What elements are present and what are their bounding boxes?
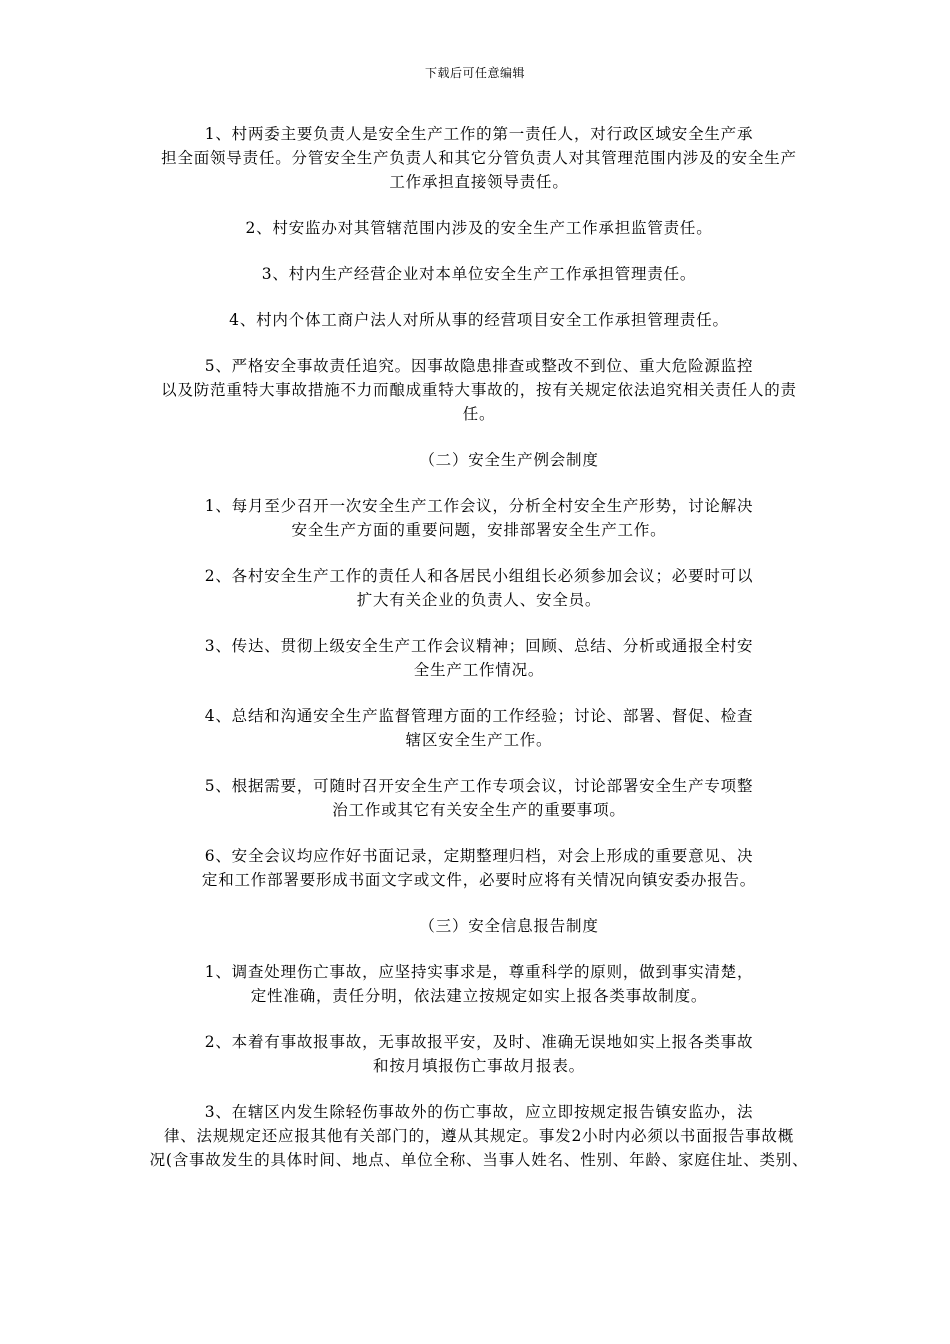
text-line: 2、村安监办对其管辖范围内涉及的安全生产工作承担监管责任。 <box>245 219 713 237</box>
paragraph <box>140 960 818 1008</box>
section-title: （二）安全生产例会制度 <box>419 451 599 469</box>
text-line: 况(含事故发生的具体时间、地点、单位全称、当事人姓名、性别、年龄、家庭住址、类别、 <box>149 1151 809 1169</box>
text-line: 2、本着有事故报事故，无事故报平安，及时、准确无误地如实上报各类事故 <box>204 1033 754 1051</box>
text-line: 4、总结和沟通安全生产监督管理方面的工作经验；讨论、部署、督促、检查 <box>204 707 754 725</box>
paragraph <box>140 634 818 682</box>
header-note: 下载后可任意编辑 <box>424 66 525 80</box>
paragraph <box>140 216 818 240</box>
section-title: （三）安全信息报告制度 <box>419 917 599 935</box>
text-line: 1、每月至少召开一次安全生产工作会议，分析全村安全生产形势，讨论解决 <box>204 497 754 515</box>
text-line: 4、村内个体工商户法人对所从事的经营项目安全工作承担管理责任。 <box>229 311 729 329</box>
paragraph <box>140 494 818 542</box>
text-line: 和按月填报伤亡事故月报表。 <box>373 1057 585 1075</box>
text-line: 6、安全会议均应作好书面记录，定期整理归档，对会上形成的重要意见、决 <box>204 847 754 865</box>
paragraph <box>140 564 818 612</box>
text-line: 安全生产方面的重要问题，安排部署安全生产工作。 <box>291 521 667 539</box>
text-line: 担全面领导责任。分管安全生产负责人和其它分管负责人对其管理范围内涉及的安全生产 <box>161 149 797 167</box>
paragraph <box>140 704 818 752</box>
text-line: 3、村内生产经营企业对本单位安全生产工作承担管理责任。 <box>261 265 697 283</box>
paragraph <box>140 1100 818 1172</box>
text-line: 辖区安全生产工作。 <box>405 731 553 749</box>
text-line: 3、在辖区内发生除轻伤事故外的伤亡事故，应立即按规定报告镇安监办，法 <box>204 1103 754 1121</box>
text-line: 扩大有关企业的负责人、安全员。 <box>356 591 602 609</box>
text-line: 任。 <box>462 405 496 423</box>
text-line: 以及防范重特大事故措施不力而酿成重特大事故的，按有关规定依法追究相关责任人的责 <box>161 381 797 399</box>
paragraph <box>140 774 818 822</box>
text-line: 治工作或其它有关安全生产的重要事项。 <box>332 801 626 819</box>
text-line: 5、根据需要，可随时召开安全生产工作专项会议，讨论部署安全生产专项整 <box>204 777 754 795</box>
paragraph <box>140 262 818 286</box>
text-line: 工作承担直接领导责任。 <box>389 173 569 191</box>
text-line: 5、严格安全事故责任追究。因事故隐患排查或整改不到位、重大危险源监控 <box>204 357 754 375</box>
text-line: 3、传达、贯彻上级安全生产工作会议精神；回顾、总结、分析或通报全村安 <box>204 637 754 655</box>
text-line: 2、各村安全生产工作的责任人和各居民小组组长必须参加会议；必要时可以 <box>204 567 754 585</box>
paragraph <box>140 308 818 332</box>
paragraph <box>140 354 818 426</box>
text-line: 全生产工作情况。 <box>413 661 545 679</box>
text-line: 1、调查处理伤亡事故，应坚持实事求是，尊重科学的原则，做到事实清楚， <box>204 963 754 981</box>
text-line: 1、村两委主要负责人是安全生产工作的第一责任人，对行政区域安全生产承 <box>204 125 754 143</box>
paragraph <box>140 122 818 194</box>
paragraph <box>140 844 818 892</box>
text-line: 律、法规规定还应报其他有关部门的，遵从其规定。事发2小时内必须以书面报告事故概 <box>163 1127 795 1145</box>
document-body <box>140 122 818 1194</box>
paragraph <box>140 1030 818 1078</box>
text-line: 定性准确，责任分明，依法建立按规定如实上报各类事故制度。 <box>250 987 708 1005</box>
text-line: 定和工作部署要形成书面文字或文件，必要时应将有关情况向镇安委办报告。 <box>201 871 757 889</box>
